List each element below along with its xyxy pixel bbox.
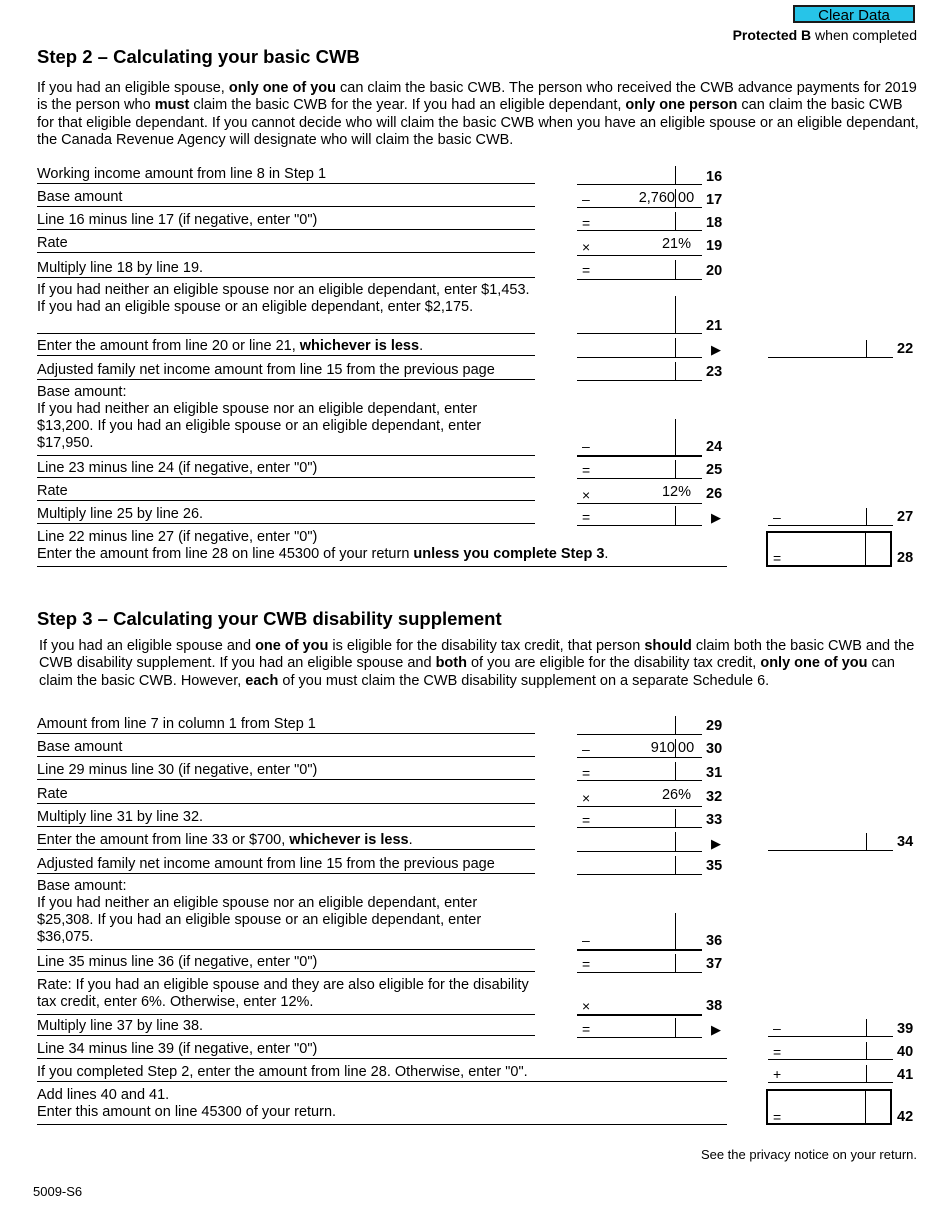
line37-field[interactable] (577, 954, 702, 973)
line37-equals: = (582, 956, 591, 972)
line17-label: Base amount (37, 189, 535, 207)
line31-cents-divider (675, 762, 676, 781)
line27-equals: = (582, 509, 591, 525)
line23-label: Adjusted family net income amount from line 15 from the previous page (37, 362, 535, 380)
line31-label: Line 29 minus line 30 (if negative, enter "0") (37, 762, 535, 780)
line24-number: 24 (706, 439, 723, 455)
line40-label: Line 34 minus line 39 (if negative, enter "0") (37, 1041, 727, 1059)
line34-left-field (577, 832, 702, 852)
line27-minus: – (773, 509, 781, 525)
step3-intro-run-1: one of you (255, 638, 329, 654)
line24-minus: – (582, 438, 590, 454)
line20-field[interactable] (577, 260, 702, 280)
line20-number: 20 (706, 263, 723, 279)
line22-left-field (577, 338, 702, 358)
line32-times: × (582, 790, 591, 806)
line17-cents: 00 (678, 190, 695, 206)
line27-left-cents-divider (675, 506, 676, 526)
line39-arrow-icon: ▶ (711, 1022, 721, 1037)
line39-minus: – (773, 1020, 781, 1036)
line25-label: Line 23 minus line 24 (if negative, enter "0") (37, 460, 535, 478)
line22-emphasis: whichever is less (299, 338, 420, 354)
line26-label: Rate (37, 483, 535, 501)
line27-left-field (577, 506, 702, 526)
line16-cents-divider (675, 166, 676, 185)
step3-intro-run-6: of you are eligible for the disability tax credit, (466, 655, 761, 672)
line34-period: . (408, 832, 413, 848)
line28-total-box[interactable] (766, 531, 892, 567)
line27-label: Multiply line 25 by line 26. (37, 506, 535, 524)
step2-intro-run-1: only one of you (228, 80, 336, 96)
line19-label: Rate (37, 235, 535, 253)
line36-cents-divider (675, 913, 676, 950)
line42-total-box[interactable] (766, 1089, 892, 1125)
line26-number: 26 (706, 486, 723, 502)
line18-field[interactable] (577, 212, 702, 231)
line27-cents-divider (866, 508, 867, 526)
line22-field[interactable] (768, 340, 893, 358)
line22-text: Enter the amount from line 20 or line 21, (37, 338, 300, 354)
step2-intro-run-4: claim the basic CWB for the year. If you had an eligible dependant, (189, 97, 626, 114)
line33-equals: = (582, 812, 591, 828)
step2-intro (37, 80, 922, 149)
line28-period: . (604, 546, 609, 562)
line40-field[interactable] (768, 1042, 893, 1060)
line31-equals: = (582, 765, 591, 781)
protected-label: Protected B (732, 27, 812, 43)
form-code: 5009-S6 (33, 1184, 83, 1199)
line35-field[interactable] (577, 856, 702, 875)
line20-cents-divider (675, 260, 676, 280)
line42-label (37, 1087, 727, 1125)
line28-text1: Line 22 minus line 27 (if negative, enter "0") (37, 529, 318, 545)
line22-cents-divider (866, 340, 867, 358)
line42-text2: Enter this amount on line 45300 of your return. (37, 1104, 337, 1120)
line29-number: 29 (706, 718, 723, 734)
line30-value: 910 (650, 740, 675, 756)
step3-intro (39, 638, 924, 690)
line38-number: 38 (706, 998, 723, 1014)
step3-intro-run-4: claim both the basic CWB and the CWB disability supplement. If you had an eligible spouse and (39, 638, 915, 672)
line35-number: 35 (706, 858, 723, 874)
line28-emphasis: unless you complete Step 3 (413, 546, 605, 562)
step2-intro-run-6: can claim the basic CWB for that eligible dependant. If you cannot decide who will claim the basic CWB when you have an eligible spouse or an eligible dependant, the Canada Revenue Agency will designate who will claim the basic CWB. (37, 97, 919, 148)
step3-intro-run-2: is eligible for the disability tax credit, that person (328, 638, 645, 654)
line41-number: 41 (897, 1067, 914, 1083)
line23-number: 23 (706, 364, 723, 380)
clear-data-button[interactable]: Clear Data (793, 5, 915, 23)
line17-minus: – (582, 191, 590, 207)
line31-number: 31 (706, 765, 723, 781)
line41-label: If you completed Step 2, enter the amount from line 28. Otherwise, enter "0". (37, 1064, 727, 1082)
line31-field[interactable] (577, 762, 702, 781)
line32-label: Rate (37, 786, 535, 804)
line27-arrow-icon: ▶ (711, 510, 721, 525)
step2-intro-run-0: If you had an eligible spouse, (37, 80, 229, 96)
line18-number: 18 (706, 215, 723, 231)
line41-cents-divider (866, 1065, 867, 1083)
step3-intro-run-8: can claim the basic CWB. However, (39, 655, 895, 689)
line29-cents-divider (675, 716, 676, 735)
line41-plus: + (773, 1066, 782, 1082)
line24-field[interactable] (577, 419, 702, 457)
line40-cents-divider (866, 1042, 867, 1060)
line22-arrow-icon: ▶ (711, 342, 721, 357)
privacy-notice: See the privacy notice on your return. (700, 1147, 917, 1162)
line34-emphasis: whichever is less (289, 832, 409, 848)
line24-cents-divider (675, 419, 676, 456)
line19-value: 21% (661, 236, 691, 252)
line39-equals: = (582, 1021, 591, 1037)
line23-field[interactable] (577, 362, 702, 381)
step3-intro-run-3: should (644, 638, 692, 654)
line29-label: Amount from line 7 in column 1 from Step 1 (37, 716, 535, 734)
line17-value: 2,760 (638, 190, 675, 206)
line16-field[interactable] (577, 166, 702, 185)
line25-equals: = (582, 462, 591, 478)
line36-label: Base amount: If you had neither an eligible spouse nor an eligible dependant, enter $25,308. If you had an eligible spouse or an eligible dependant, enter $36,075. (37, 878, 535, 950)
line30-cents-divider (675, 739, 676, 758)
line38-field[interactable] (577, 996, 702, 1016)
line39-number: 39 (897, 1021, 914, 1037)
step3-title: Step 3 – Calculating your CWB disability supplement (37, 608, 502, 629)
line19-number: 19 (706, 238, 723, 254)
line17-number: 17 (706, 192, 723, 208)
line34-number: 34 (897, 834, 914, 850)
step3-intro-run-5: both (435, 655, 467, 672)
line27-number: 27 (897, 509, 914, 525)
line18-cents-divider (675, 212, 676, 231)
line28-equals: = (773, 550, 782, 566)
line21-cents-divider (675, 296, 676, 334)
line33-cents-divider (675, 809, 676, 828)
line22-label (37, 338, 535, 356)
step2-title: Step 2 – Calculating your basic CWB (37, 46, 360, 67)
line42-number: 42 (897, 1109, 914, 1125)
step3-intro-run-7: only one of you (760, 655, 868, 672)
line32-value: 26% (661, 787, 691, 803)
line34-arrow-icon: ▶ (711, 836, 721, 851)
line33-field[interactable] (577, 809, 702, 828)
line39-left-cents-divider (675, 1018, 676, 1038)
line20-equals: = (582, 262, 591, 278)
line25-number: 25 (706, 462, 723, 478)
line28-number: 28 (897, 550, 914, 566)
line36-minus: – (582, 932, 590, 948)
line34-left-cents-divider (675, 832, 676, 852)
line34-field[interactable] (768, 833, 893, 851)
line39-field[interactable] (768, 1019, 893, 1037)
line30-minus: – (582, 741, 590, 757)
line30-number: 30 (706, 741, 723, 757)
line34-text: Enter the amount from line 33 or $700, (37, 832, 290, 848)
line34-cents-divider (866, 833, 867, 851)
line16-label: Working income amount from line 8 in Step 1 (37, 166, 535, 184)
line27-field[interactable] (768, 508, 893, 526)
line22-period: . (419, 338, 424, 354)
line26-value: 12% (661, 484, 691, 500)
line21-field[interactable] (577, 296, 702, 334)
step2-intro-run-2: can claim the basic CWB. The person who received the CWB advance payments for 2019 is the person who (37, 80, 917, 114)
line17-cents-divider (675, 189, 676, 208)
line25-cents-divider (675, 460, 676, 479)
line18-equals: = (582, 215, 591, 231)
line21-number: 21 (706, 318, 723, 334)
line41-field[interactable] (768, 1065, 893, 1083)
line24-label: Base amount: If you had neither an eligible spouse nor an eligible dependant, enter $13,200. If you had an eligible spouse or an eligible dependant, enter $17,950. (37, 384, 535, 456)
line16-number: 16 (706, 169, 723, 185)
line37-number: 37 (706, 956, 723, 972)
line22-number: 22 (897, 341, 914, 357)
line21-label: If you had neither an eligible spouse nor an eligible dependant, enter $1,453. If you had an eligible spouse or an eligible dependant, enter $2,175. (37, 282, 535, 334)
line35-cents-divider (675, 856, 676, 875)
line18-label: Line 16 minus line 17 (if negative, enter "0") (37, 212, 535, 230)
step2-intro-run-5: only one person (625, 97, 738, 114)
line23-cents-divider (675, 362, 676, 381)
line35-label: Adjusted family net income amount from line 15 from the previous page (37, 856, 535, 874)
line26-times: × (582, 487, 591, 503)
line37-cents-divider (675, 954, 676, 973)
line33-number: 33 (706, 812, 723, 828)
line36-number: 36 (706, 933, 723, 949)
line39-left-field (577, 1018, 702, 1038)
line28-label (37, 529, 727, 567)
step2-intro-run-3: must (154, 97, 190, 114)
line32-number: 32 (706, 789, 723, 805)
line28-text2: Enter the amount from line 28 on line 45300 of your return (37, 546, 414, 562)
line36-field[interactable] (577, 913, 702, 951)
line40-number: 40 (897, 1044, 914, 1060)
line40-equals: = (773, 1044, 782, 1060)
line38-label: Rate: If you had an eligible spouse and they are also eligible for the disability tax credit, enter 6%. Otherwise, enter 12%. (37, 977, 535, 1015)
line25-field[interactable] (577, 460, 702, 479)
line42-text1: Add lines 40 and 41. (37, 1087, 170, 1103)
line39-cents-divider (866, 1019, 867, 1037)
step3-intro-run-0: If you had an eligible spouse and (39, 638, 256, 654)
line22-left-cents-divider (675, 338, 676, 358)
line39-label: Multiply line 37 by line 38. (37, 1018, 535, 1036)
protected-suffix: when completed (811, 27, 917, 43)
step3-intro-run-9: each (245, 672, 279, 689)
protected-b-notice (733, 27, 917, 43)
line34-label (37, 832, 535, 850)
step3-intro-run-10: of you must claim the CWB disability supplement on a separate Schedule 6. (278, 672, 770, 689)
line29-field[interactable] (577, 716, 702, 735)
line20-label: Multiply line 18 by line 19. (37, 260, 535, 278)
line19-times: × (582, 239, 591, 255)
line30-cents: 00 (678, 740, 695, 756)
line38-times: × (582, 998, 591, 1014)
line37-label: Line 35 minus line 36 (if negative, enter "0") (37, 954, 535, 972)
line33-label: Multiply line 31 by line 32. (37, 809, 535, 827)
line30-label: Base amount (37, 739, 535, 757)
line42-equals: = (773, 1109, 782, 1125)
